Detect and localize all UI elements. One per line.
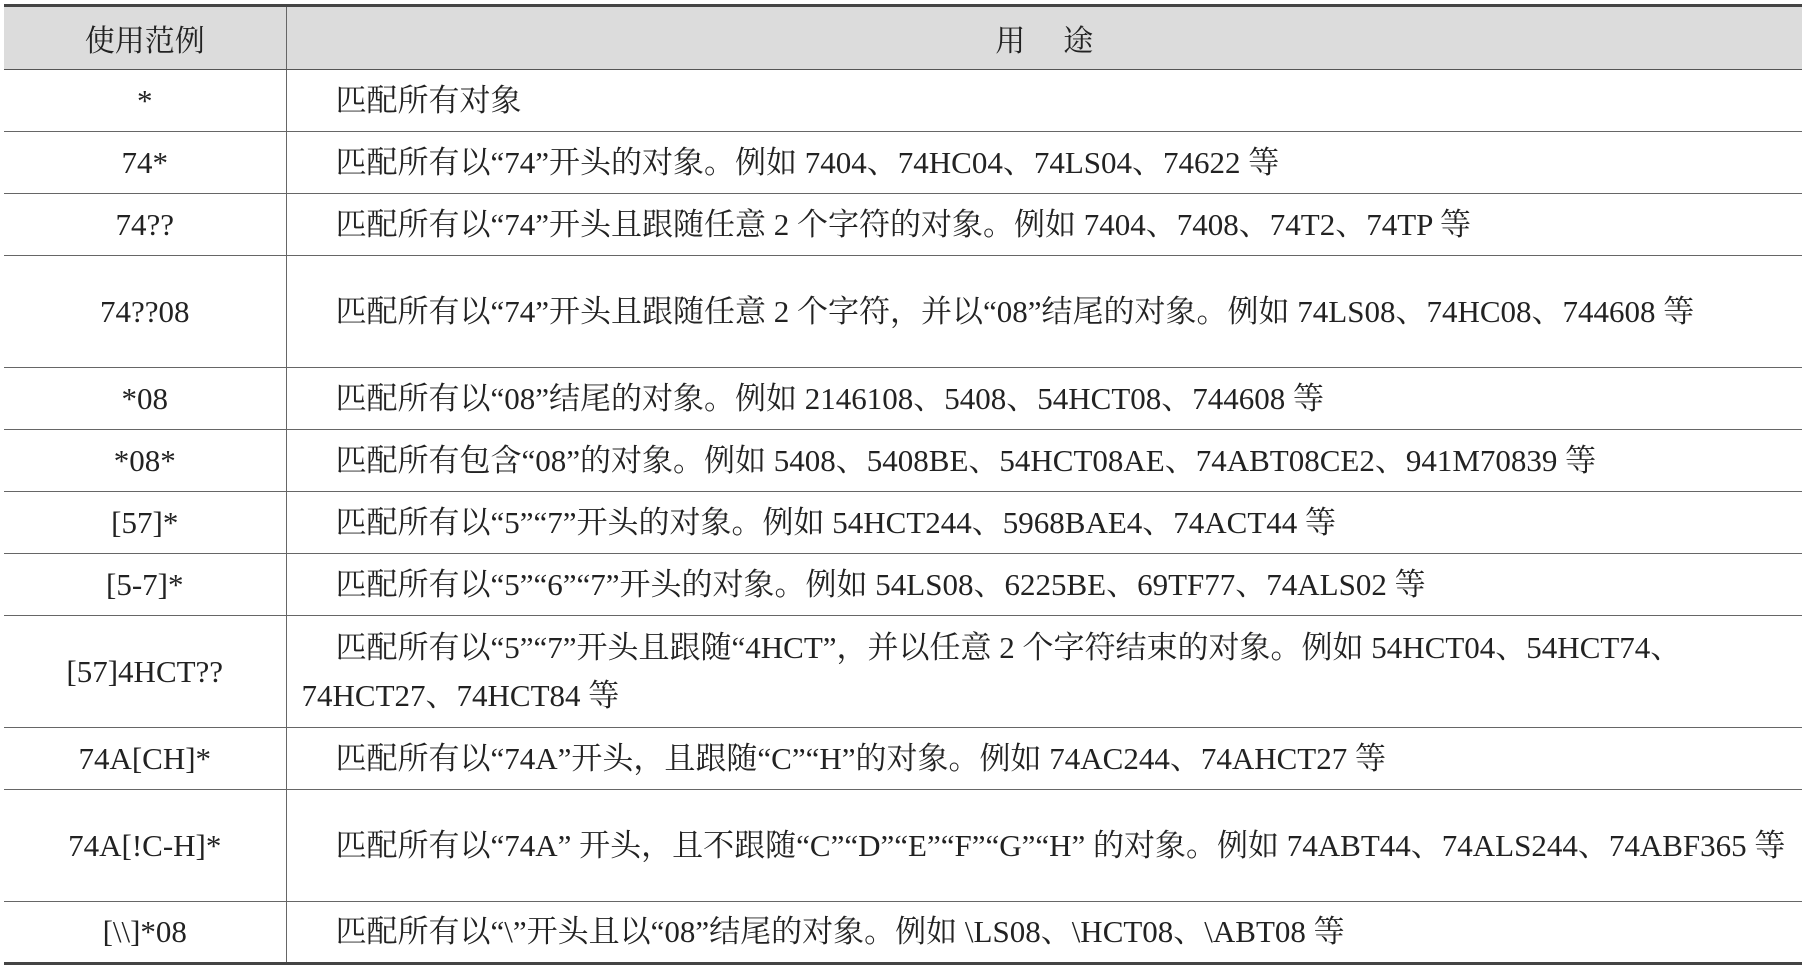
table-row xyxy=(4,132,1802,194)
table-row xyxy=(4,368,1802,430)
usage-cell: 匹配所有以“74A”开头，且跟随“C”“H”的对象。例如 74AC244、74AHCT27 等 xyxy=(286,728,1802,790)
table-row xyxy=(4,70,1802,132)
pattern-cell: *08* xyxy=(4,430,286,492)
pattern-cell: *08 xyxy=(4,368,286,430)
table-row xyxy=(4,256,1802,368)
usage-cell: 匹配所有以“74”开头且跟随任意 2 个字符的对象。例如 7404、7408、74T2、74TP 等 xyxy=(286,194,1802,256)
table-body xyxy=(4,70,1802,964)
header-row xyxy=(4,6,1802,70)
table-row xyxy=(4,790,1802,902)
usage-cell: 匹配所有以“5”“7”开头的对象。例如 54HCT244、5968BAE4、74ACT44 等 xyxy=(286,492,1802,554)
table-row xyxy=(4,554,1802,616)
pattern-cell: [57]4HCT?? xyxy=(4,616,286,728)
pattern-cell: [5-7]* xyxy=(4,554,286,616)
table-row xyxy=(4,728,1802,790)
usage-cell: 匹配所有对象 xyxy=(286,70,1802,132)
pattern-cell: 74A[CH]* xyxy=(4,728,286,790)
pattern-cell: 74??08 xyxy=(4,256,286,368)
usage-cell: 匹配所有包含“08”的对象。例如 5408、5408BE、54HCT08AE、74ABT08CE2、941M70839 等 xyxy=(286,430,1802,492)
table-row xyxy=(4,492,1802,554)
header-usage: 用途 xyxy=(286,6,1802,70)
header-example: 使用范例 xyxy=(4,6,286,70)
pattern-cell: * xyxy=(4,70,286,132)
usage-cell: 匹配所有以“5”“7”开头且跟随“4HCT”，并以任意 2 个字符结束的对象。例如 54HCT04、54HCT74、74HCT27、74HCT84 等 xyxy=(286,616,1802,728)
usage-cell: 匹配所有以“74”开头且跟随任意 2 个字符，并以“08”结尾的对象。例如 74LS08、74HC08、744608 等 xyxy=(286,256,1802,368)
usage-cell: 匹配所有以“74”开头的对象。例如 7404、74HC04、74LS04、74622 等 xyxy=(286,132,1802,194)
pattern-cell: [57]* xyxy=(4,492,286,554)
usage-cell: 匹配所有以“08”结尾的对象。例如 2146108、5408、54HCT08、744608 等 xyxy=(286,368,1802,430)
table-row xyxy=(4,616,1802,728)
pattern-cell: 74* xyxy=(4,132,286,194)
usage-cell: 匹配所有以“74A” 开头，且不跟随“C”“D”“E”“F”“G”“H” 的对象。例如 74ABT44、74ALS244、74ABF365 等 xyxy=(286,790,1802,902)
table-header xyxy=(4,6,1802,70)
usage-cell: 匹配所有以“5”“6”“7”开头的对象。例如 54LS08、6225BE、69TF77、74ALS02 等 xyxy=(286,554,1802,616)
table-row xyxy=(4,430,1802,492)
table-row xyxy=(4,194,1802,256)
pattern-cell: 74?? xyxy=(4,194,286,256)
wildcard-pattern-table xyxy=(4,4,1802,965)
usage-cell: 匹配所有以“\”开头且以“08”结尾的对象。例如 \LS08、\HCT08、\ABT08 等 xyxy=(286,902,1802,964)
pattern-cell: 74A[!C-H]* xyxy=(4,790,286,902)
pattern-table-container xyxy=(4,4,1802,965)
table-row xyxy=(4,902,1802,964)
pattern-cell: [\\]*08 xyxy=(4,902,286,964)
